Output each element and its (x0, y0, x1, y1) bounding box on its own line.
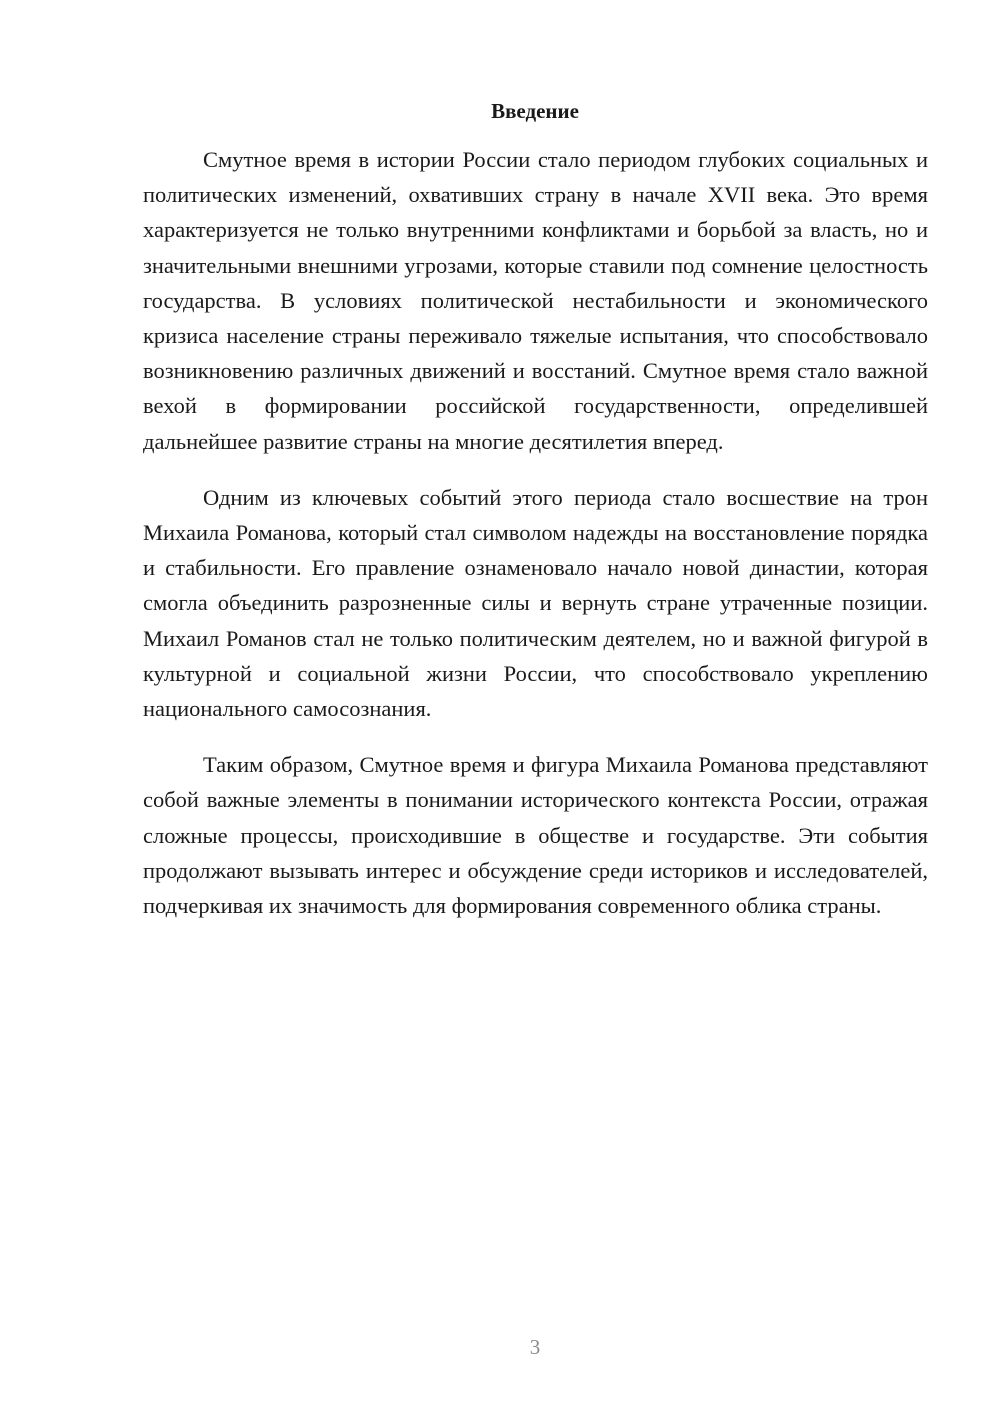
page-number: 3 (529, 1335, 541, 1359)
section-title: Введение (491, 99, 579, 123)
paragraph-2: Одним из ключевых событий этого периода стало восшествие на трон Михаила Романова, который стал символом надежды на восстановление порядка и стабильности. Его правление ознаменовало начало новой династии, которая смогла объединить разрозненные силы и вернуть стране утраченные позиции. Михаил Романов стал не только политическим деятелем, но и важной фигурой в культурной и социальной жизни России, что способствовало укреплению национального самосознания. (143, 484, 928, 722)
paragraph-1: Смутное время в истории России стало периодом глубоких социальных и политических изменений, охвативших страну в начале XVII века. Это время характеризуется не только внутренними конфликтами и борьбой за власть, но и значительными внешними угрозами, которые ставили под сомнение целостность государства. В условиях политической нестабильности и экономического кризиса население страны переживало тяжелые испытания, что способствовало возникновению различных движений и восстаний. Смутное время стало важной вехой в формировании российской государственности, определившей дальнейшее развитие страны на многие десятилетия вперед. (143, 147, 928, 454)
document-body (143, 142, 928, 923)
paragraph-3: Таким образом, Смутное время и фигура Михаила Романова представляют собой важные элементы в понимании исторического контекста России, отражая сложные процессы, происходившие в обществе и государстве. Эти события продолжают вызывать интерес и обсуждение среди историков и исследователей, подчеркивая их значимость для формирования современного облика страны. (143, 752, 928, 919)
